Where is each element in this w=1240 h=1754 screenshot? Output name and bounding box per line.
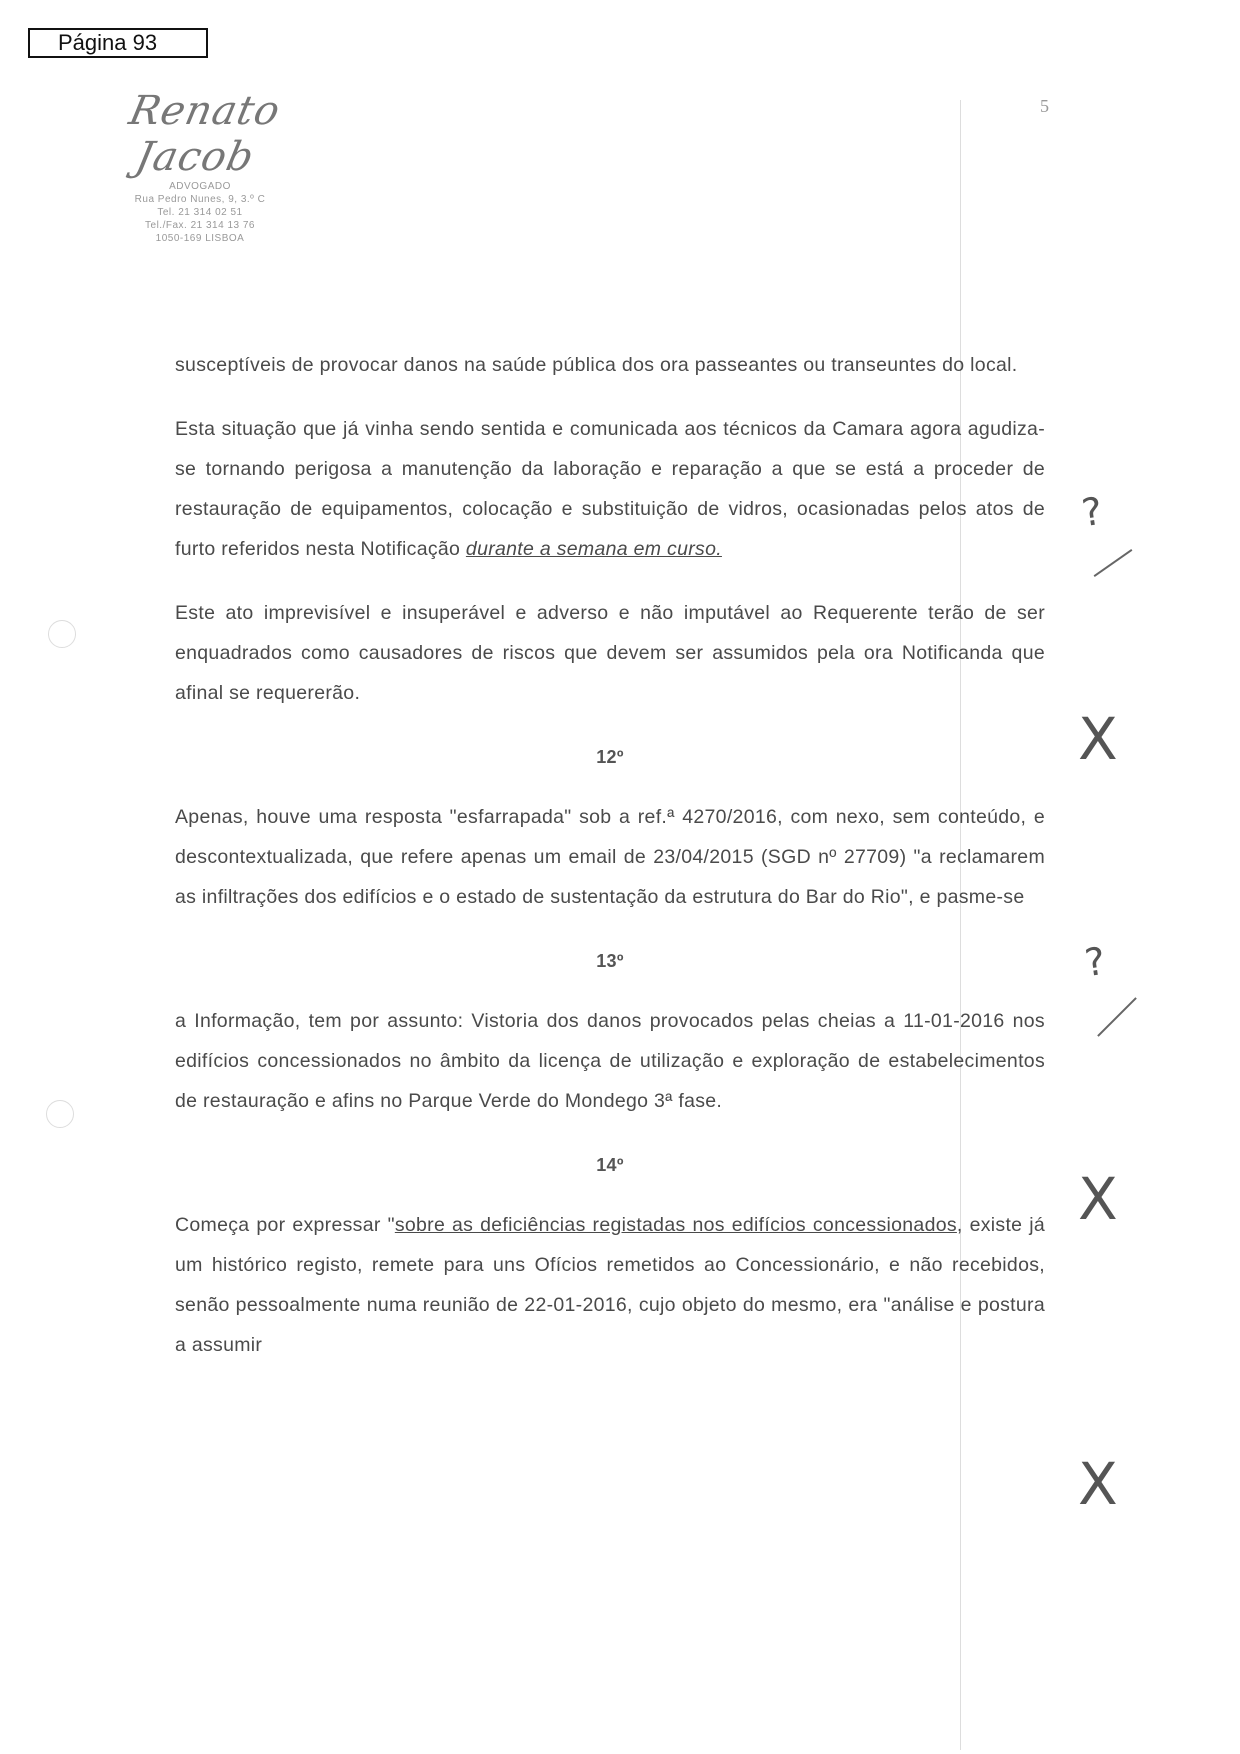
- paragraph-text: , existe já um histórico registo, remete para uns Ofícios remetidos ao Concessionário, e não recebidos, senão pessoalmente numa reunião de 22-01-2016, cujo objeto do mesmo, era "análise e postura a assumir: [175, 1214, 1046, 1356]
- letterhead-signature: Renato Jacob: [125, 88, 285, 180]
- letterhead-address: Rua Pedro Nunes, 9, 3.º C: [134, 194, 266, 205]
- handwritten-slash: [1094, 549, 1133, 577]
- paragraph: Este ato imprevisível e insuperável e adverso e não imputável ao Requerente terão de ser enquadrados como causadores de riscos que devem ser assumidos pela ora Notificanda que afinal se requererão.: [175, 602, 1045, 704]
- paragraph: susceptíveis de provocar danos na saúde pública dos ora passeantes ou transeuntes do local.: [175, 354, 1018, 376]
- handwritten-x-mark: X: [1078, 705, 1118, 773]
- page-label: Página 93: [58, 30, 158, 55]
- article-number: 13º: [596, 951, 624, 971]
- emphasized-text: durante a semana em curso.: [465, 538, 722, 560]
- paragraph: [175, 1205, 1045, 1365]
- handwritten-question-mark: ?: [1079, 488, 1106, 536]
- paragraph: [175, 409, 1045, 569]
- underlined-text: sobre as deficiências registadas nos edifícios concessionados: [394, 1214, 957, 1236]
- handwritten-x-mark: X: [1078, 1165, 1118, 1233]
- article-number: 14º: [596, 1155, 624, 1175]
- handwritten-slash: [1097, 997, 1137, 1037]
- letterhead-phone: Tel. 21 314 02 51: [157, 207, 243, 218]
- page-label-box: [28, 28, 208, 58]
- document-body: [175, 345, 1045, 1365]
- handwritten-x-mark: X: [1078, 1450, 1118, 1518]
- handwritten-question-mark: ?: [1082, 938, 1109, 986]
- paragraph: Apenas, houve uma resposta "esfarrapada" sob a ref.ª 4270/2016, com nexo, sem conteúdo, e descontextualizada, que refere apenas um email de 23/04/2015 (SGD nº 27709) "a reclamarem as infiltrações dos edifícios e o estado de sustentação da estrutura do Bar do Rio", e pasme-se: [175, 806, 1045, 908]
- letterhead: [95, 88, 305, 245]
- article-number: 12º: [596, 747, 624, 767]
- paragraph-text: Esta situação que já vinha sendo sentida e comunicada aos técnicos da Camara agora agudiza-se tornando perigosa a manutenção da laboração e reparação a que se está a proceder de restauração de equipamentos, colocação e substituição de vidros, ocasionadas pelos atos de furto referidos nesta Notificação: [175, 418, 1045, 560]
- letterhead-title: ADVOGADO: [169, 181, 231, 192]
- punch-hole-mark: [46, 1100, 74, 1128]
- paragraph: a Informação, tem por assunto: Vistoria dos danos provocados pelas cheias a 11-01-2016 nos edifícios concessionados no âmbito da licença de utilização e exploração de estabelecimentos de restauração e afins no Parque Verde do Mondego 3ª fase.: [175, 1010, 1045, 1112]
- page-number: 5: [1040, 96, 1049, 116]
- letterhead-city: 1050-169 LISBOA: [155, 233, 245, 244]
- paragraph-text: Começa por expressar ": [175, 1214, 395, 1236]
- letterhead-fax: Tel./Fax. 21 314 13 76: [145, 220, 255, 231]
- punch-hole-mark: [48, 620, 76, 648]
